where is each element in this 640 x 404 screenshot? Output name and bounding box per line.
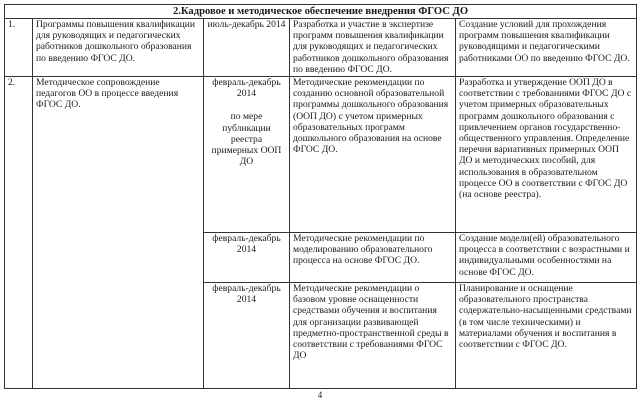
section-header-row [5, 5, 637, 19]
page-number: 4 [317, 390, 323, 400]
result-cell: Планирование и оснащение образовательного пространства содержательно-насыщенными средствами (в том числе техническими) и материалами обучения и воспитания в соответствии с ФГОС ДО. [456, 283, 637, 389]
action-cell: Методические рекомендации о базовом уровне оснащенности средствами обучения и воспитания для организации развивающей предметно-пространственной среды в соответствии с требованиями ФГОС ДО [290, 283, 456, 389]
result-cell: Создание условий для прохождения программ повышения квалификации руководящими и педагогическими работниками ОО по введению ФГОС ДО. [456, 19, 637, 77]
period-note: по мере публикации реестра примерных ООП ДО [211, 111, 282, 168]
activity-cell: Методическое сопровождение педагогов ОО в процессе введения ФГОС ДО. [33, 77, 204, 389]
action-cell: Методические рекомендации по созданию основной образовательной программы дошкольного образования (ООП ДО) с учетом примерных образовательных программ дошкольного образования на основе ФГОС ДО. [290, 77, 456, 233]
period-cell: февраль-декабрь 2014 [204, 233, 290, 283]
row-number: 1. [5, 19, 33, 77]
period-cell: июль-декабрь 2014 [204, 19, 290, 77]
section-title: 2.Кадровое и методическое обеспечение внедрения ФГОС ДО [5, 5, 637, 19]
result-cell: Разработка и утверждение ООП ДО в соответствии с требованиями ФГОС ДО с учетом примерных образовательных программ дошкольного образования с привлечением органов государственно-общественного управления. Определение перечня вариативных примерных ООП ДО и методических пособий, для использования в образовательном процессе ОО в соответствии с ФГОС ДО (на основе реестра). [456, 77, 637, 233]
table-row [5, 77, 637, 233]
result-cell: Создание модели(ей) образовательного процесса в соответствии с возрастными и индивидуальными особенностями на основе ФГОС ДО. [456, 233, 637, 283]
document-page [4, 4, 636, 390]
period-cell: февраль-декабрь 2014 [204, 283, 290, 389]
action-cell: Разработка и участие в экспертизе программ повышения квалификации для руководящих и педагогических работников дошкольного образования по введению ФГОС ДО. [290, 19, 456, 77]
period-text: февраль-декабрь 2014 [212, 77, 281, 100]
activity-cell: Программы повышения квалификации для руководящих и педагогических работников дошкольного образования по введению ФГОС ДО. [33, 19, 204, 77]
action-cell: Методические рекомендации по моделированию образовательного процесса на основе ФГОС ДО. [290, 233, 456, 283]
period-cell [204, 77, 290, 233]
row-number: 2. [5, 77, 33, 389]
table-row [5, 19, 637, 77]
plan-table [4, 4, 637, 389]
